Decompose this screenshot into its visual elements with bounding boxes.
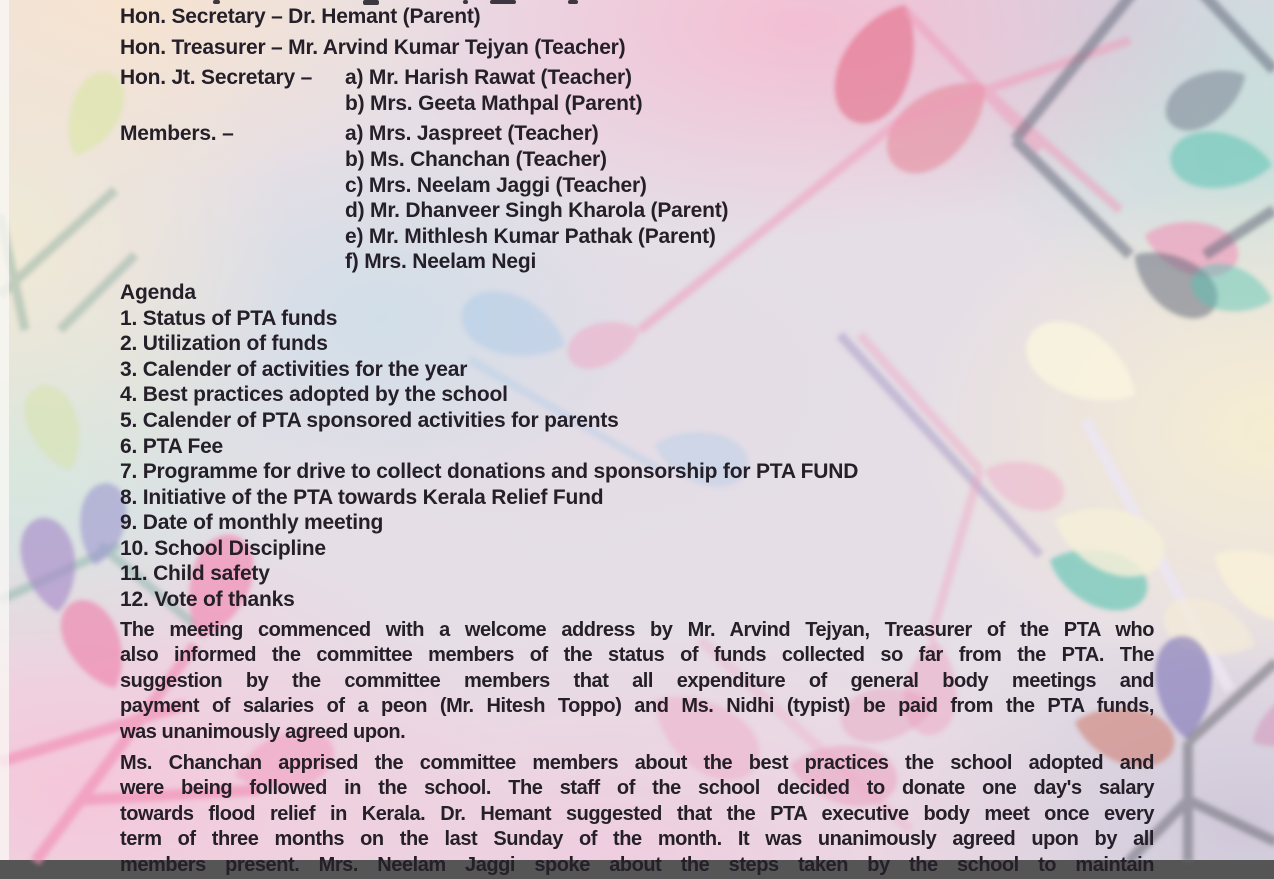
agenda-item: 8. Initiative of the PTA towards Kerala Relief Fund	[120, 485, 604, 509]
agenda-item: 2. Utilization of funds	[120, 332, 328, 356]
paragraph-line: also informed the committee members of the status of funds collected so far from the PTA. The	[120, 644, 1154, 667]
agenda-item: 3. Calender of activities for the year	[120, 357, 468, 381]
jt-secretary-items	[345, 65, 642, 116]
paragraph-line: were being followed in the school. The staff of the school decided to donate one day's salary	[120, 777, 1154, 800]
agenda-list	[120, 306, 1154, 613]
committee-row-treasurer: Hon. Treasurer – Mr. Arvind Kumar Tejyan (Teacher)	[120, 35, 626, 59]
agenda-item: 12. Vote of thanks	[120, 588, 295, 612]
paragraph-line: Ms. Chanchan apprised the committee members about the best practices the school adopted and	[120, 751, 1154, 774]
agenda-item: 5. Calender of PTA sponsored activities for parents	[120, 408, 619, 432]
agenda-item: 11. Child safety	[120, 562, 270, 586]
paragraph-line: members present. Mrs. Neelam Jaggi spoke about the steps taken by the school to maintain	[120, 854, 1154, 876]
agenda-item: 1. Status of PTA funds	[120, 306, 338, 330]
jt-secretary-item: b) Mrs. Geeta Mathpal (Parent)	[345, 91, 643, 115]
agenda-title: Agenda	[120, 280, 196, 304]
paragraph-1	[120, 618, 1154, 746]
members-items	[345, 121, 728, 275]
agenda-item: 10. School Discipline	[120, 536, 326, 560]
member-item: f) Mrs. Neelam Negi	[345, 250, 537, 274]
committee-row-jt-secretary	[120, 65, 1154, 116]
agenda-item: 7. Programme for drive to collect donations and sponsorship for PTA FUND	[120, 460, 859, 484]
jt-secretary-item: a) Mr. Harish Rawat (Teacher)	[345, 66, 632, 90]
paragraph-line: term of three months on the last Sunday of the month. It was unanimously agreed upon by all	[120, 828, 1154, 851]
member-item: a) Mrs. Jaspreet (Teacher)	[345, 122, 599, 146]
page-edge-strip	[0, 0, 9, 860]
members-label: Members. –	[120, 122, 234, 146]
jt-secretary-label: Hon. Jt. Secretary –	[120, 66, 313, 90]
paragraph-line: suggestion by the committee members that all expenditure of general body meetings and	[120, 669, 1154, 692]
minutes-text-block	[120, 4, 1154, 879]
paragraph-2	[120, 751, 1154, 879]
agenda-item: 6. PTA Fee	[120, 434, 224, 458]
member-item: c) Mrs. Neelam Jaggi (Teacher)	[345, 173, 647, 197]
paragraph-line: towards flood relief in Kerala. Dr. Hemant suggested that the PTA executive body meet once every	[120, 802, 1154, 825]
committee-row-secretary: Hon. Secretary – Dr. Hemant (Parent)	[120, 5, 481, 28]
agenda-item: 9. Date of monthly meeting	[120, 511, 384, 535]
agenda-item: 4. Best practices adopted by the school	[120, 383, 508, 407]
paragraph-line: The meeting commenced with a welcome address by Mr. Arvind Tejyan, Treasurer of the PTA who	[120, 618, 1154, 641]
member-item: e) Mr. Mithlesh Kumar Pathak (Parent)	[345, 224, 716, 248]
member-item: b) Ms. Chanchan (Teacher)	[345, 147, 607, 171]
committee-row-members	[120, 121, 1154, 275]
member-item: d) Mr. Dhanveer Singh Kharola (Parent)	[345, 199, 729, 223]
paragraph-line: payment of salaries of a peon (Mr. Hitesh Toppo) and Ms. Nidhi (typist) be paid from the PTA funds,	[120, 695, 1154, 718]
paragraph-line: was unanimously agreed upon.	[120, 721, 406, 744]
